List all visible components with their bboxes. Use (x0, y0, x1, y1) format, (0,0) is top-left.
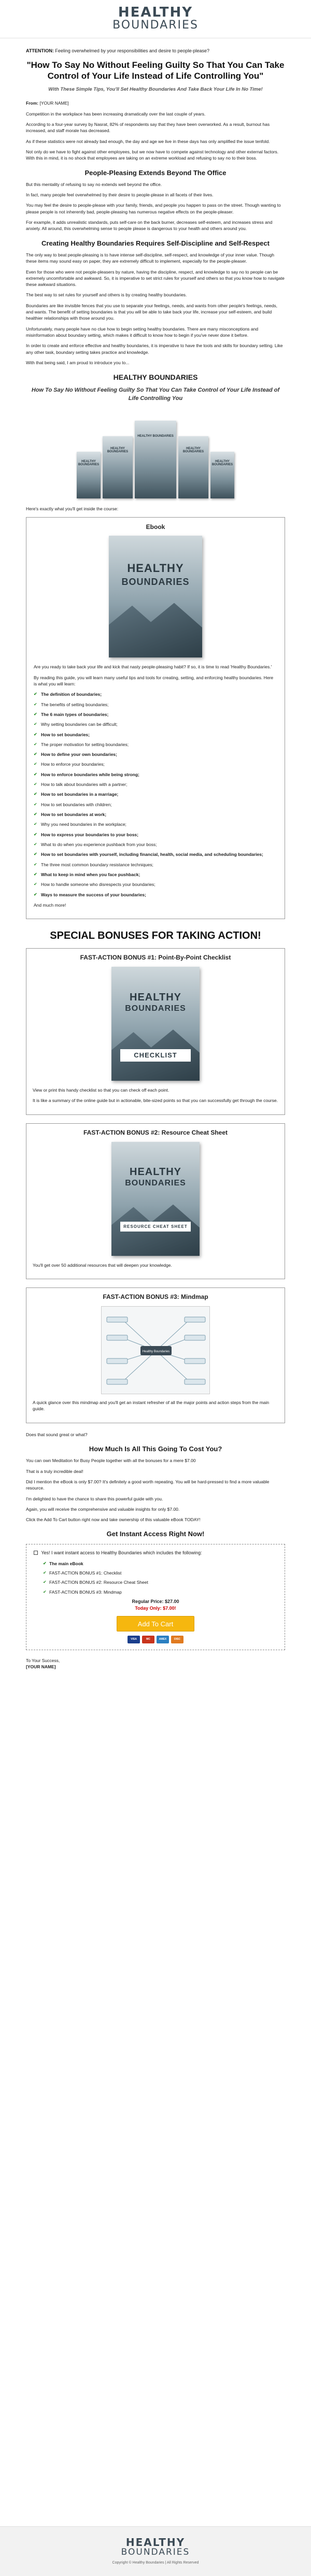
ebook-feature-item: ✔ The 6 main types of boundaries; (34, 711, 277, 718)
attention-label: ATTENTION: (26, 48, 54, 53)
ebook-feature-item: ✔ How to enforce your boundaries; (34, 761, 277, 767)
section-paragraph: The best way to set rules for yourself and others is by creating healthy boundaries. (26, 292, 187, 298)
logo-line2: BOUNDARIES (112, 19, 199, 32)
cta-title: Get Instant Access Right Now! (106, 1530, 205, 1538)
ebook-feature-item: ✔ How to set boundaries with yourself, including financial, health, social media, and scheduling boundaries; (34, 851, 277, 857)
pricing-paragraph: Again, you will receive the comprehensive and valuable insights for only $7.00. (26, 1506, 180, 1512)
order-agree-line[interactable] (34, 1550, 277, 1556)
site-header (0, 0, 311, 38)
cover-title-line1: HEALTHY (130, 991, 181, 1003)
ebook-feature-item: ✔ The definition of boundaries; (34, 691, 277, 697)
today-price: Today Only: $7.00! (135, 1606, 176, 1611)
pricing-question: Does that sound great or what? (26, 1432, 88, 1437)
bonus-1-paragraph: It is like a summary of the online guide but in actionable, bite-sized points so that you can successfully get through the course. (33, 1098, 278, 1104)
cover-title-line1: HEALTHY (130, 1166, 181, 1178)
bundle-box (210, 452, 234, 498)
mindmap-image (101, 1306, 210, 1394)
payment-cards (34, 1636, 277, 1643)
add-to-cart-button[interactable]: Add To Cart (117, 1616, 194, 1632)
from-line (26, 100, 285, 106)
bonus-1-box (26, 948, 285, 1115)
footer-logo-line1: HEALTHY (125, 2536, 186, 2549)
ebook-feature-item: ✔ The three most common boundary resistance techniques; (34, 862, 277, 868)
ebook-feature-item: ✔ Ways to measure the success of your boundaries; (34, 892, 277, 898)
bonus-3-box (26, 1287, 285, 1423)
ebook-feature-item: ✔ How to set boundaries with children; (34, 802, 277, 808)
section-paragraph: Even for those who were not people-pleasers by nature, having the discipline, respect, and knowledge to say no to people can be extremely uncomfortable and awkward. So, it is imperative to set strict rules for yourself and others so that you know how to navigate these awkward situations. (26, 269, 285, 288)
agree-text: Yes! I want instant access to Healthy Boundaries which includes the following: (41, 1550, 202, 1555)
checklist-ribbon: CHECKLIST (120, 1049, 191, 1062)
order-item: ✔ FAST-ACTION BONUS #1: Checklist (43, 1570, 277, 1576)
section-paragraph: In fact, many people feel overwhelmed by their desire to people-please in all facets of their lives. (26, 192, 214, 198)
pricing-paragraph: Did I mention the eBook is only $7.00? It's definitely a good worth repeating. You will be hard-pressed to find a more valuable resource. (26, 1479, 270, 1491)
ebook-feature-item: ✔ How to talk about boundaries with a partner; (34, 781, 277, 788)
cover-mountains (109, 603, 202, 658)
ebook-feature-item: ✔ How to enforce boundaries while being strong; (34, 771, 277, 778)
order-includes-list (43, 1561, 277, 1595)
mindmap-center-node: Healthy Boundaries (142, 1350, 170, 1354)
ebook-title: Ebook (146, 523, 165, 531)
section-paragraph: You may feel the desire to people-please with your family, friends, and people you happen to pass on the street. Though wanting to please people is not inherently bad, people-pleasing has numerous negative effects on the people-pleaser. (26, 203, 281, 214)
bundle-box (77, 452, 101, 498)
bonus-3-title: FAST-ACTION BONUS #3: Mindmap (103, 1293, 208, 1301)
bonus-1-paragraph: View or print this handy checklist so that you can check off each point. (33, 1087, 169, 1093)
section-paragraph: But this mentality of refusing to say no extends well beyond the office. (26, 181, 162, 187)
ebook-outro: And much more! (34, 902, 66, 908)
letter-paragraph: According to a four-year survey by Nasrat, 82% of respondents say that they have been overworked. As a result, burnout has increased, and staff morale has decreased. (26, 121, 270, 134)
pricing-title: How Much Is All This Going To Cost You? (89, 1445, 222, 1453)
bonuses-heading: SPECIAL BONUSES FOR TAKING ACTION! (50, 930, 261, 942)
ebook-box (26, 517, 285, 919)
signoff-line1: To Your Success, (26, 1658, 60, 1664)
ebook-feature-item: ✔ How to express your boundaries to your boss; (34, 832, 277, 838)
bonus-2-paragraph: You'll get over 50 additional resources that will deepen your knowledge. (33, 1262, 172, 1268)
visa-card-icon: VISA (128, 1636, 140, 1643)
discover-card-icon: DISC (171, 1636, 183, 1643)
letter-paragraph: Not only do we have to fight against other employees, but we now have to compete against technology and other external factors. With this in mind, it is no shock that employees are taking on an extreme workload and refusing to say no to their boss. (26, 149, 279, 161)
cover-title-line2: BOUNDARIES (125, 1004, 186, 1013)
section-title: Creating Healthy Boundaries Requires Self-Discipline and Self-Respect (41, 239, 270, 247)
order-box (26, 1544, 285, 1650)
letter-paragraph: Competition in the workplace has been increasing dramatically over the last couple of years. (26, 111, 206, 117)
bundle-box-label: HEALTHY BOUNDARIES (107, 447, 129, 454)
section-paragraph: With that being said, I am proud to introduce you to... (26, 360, 130, 365)
ebook-feature-item: ✔ How to handle someone who disrespects your boundaries; (34, 881, 277, 888)
ebook-cover (109, 536, 202, 657)
copyright: Copyright © Healthy Boundaries | All Rights Reserved (112, 2560, 199, 2565)
bundle-box-label: HEALTHY BOUNDARIES (78, 460, 100, 466)
section-title: People-Pleasing Extends Beyond The Office (84, 168, 227, 177)
cover-title-line1: HEALTHY (127, 562, 184, 575)
bundle-box (178, 436, 208, 498)
ebook-feature-item: ✔ What to do when you experience pushback from your boss; (34, 841, 277, 848)
bundle-box-label: HEALTHY BOUNDARIES (182, 447, 204, 454)
section-paragraph: For example, it adds unrealistic standards, puts self-care on the back burner, decreases self-esteem, and increases stress and anxiety. All around, this overwhelming sense to people please is dangerous to your health and others around you. (26, 220, 273, 232)
bundle-box (135, 421, 176, 498)
attention-text: Feeling overwhelmed by your responsibilities and desire to people-please? (55, 48, 210, 53)
cheatsheet-ribbon: RESOURCE CHEAT SHEET (120, 1222, 191, 1232)
signoff (26, 1657, 285, 1670)
main-content (26, 38, 285, 1670)
product-tagline: How To Say No Without Feeling Guilty So That You Can Take Control of Your Life Instead of Life Controlling You (31, 387, 280, 402)
pricing-paragraph: I'm delighted to have the chance to share this powerful guide with you. (26, 1496, 163, 1501)
ebook-feature-item: ✔ The proper motivation for setting boundaries; (34, 741, 277, 748)
ebook-feature-item: ✔ How to set boundaries in a marriage; (34, 791, 277, 797)
section-paragraph: Boundaries are like invisible fences that you use to separate your feelings, needs, and wants from other people's feelings, needs, and wants. The benefit of setting boundaries is that you will be able to take back your life, increase your self-esteem, and build healthier relationships with those around you. (26, 303, 277, 321)
bundle-box (103, 436, 133, 498)
order-item: ✔ The main eBook (43, 1561, 277, 1567)
ebook-feature-item: ✔ How to define your own boundaries; (34, 751, 277, 757)
footer-logo-line2: BOUNDARIES (121, 2547, 190, 2558)
agree-checkbox[interactable] (34, 1551, 38, 1555)
bonus-2-title: FAST-ACTION BONUS #2: Resource Cheat Sheet (83, 1128, 228, 1136)
cover-title-line2: BOUNDARIES (125, 1179, 186, 1188)
cheatsheet-cover (111, 1142, 200, 1256)
letter-paragraph: As if these statistics were not already bad enough, the day and age we live in these days has only amplified the issue tenfold. (26, 138, 270, 144)
pricing-paragraph: Click the Add To Cart button right now and take ownership of this valuable eBook TODAY! (26, 1517, 201, 1523)
checklist-cover (111, 967, 200, 1081)
ebook-feature-item: ✔ What to keep in mind when you face pushback; (34, 871, 277, 878)
ebook-feature-item: ✔ The benefits of setting boundaries; (34, 702, 277, 708)
logo-line1: HEALTHY (118, 5, 193, 21)
signoff-name: [YOUR NAME] (26, 1664, 56, 1670)
product-name: HEALTHY BOUNDARIES (113, 373, 198, 382)
ebook-paragraph: Are you ready to take back your life and kick that nasty people-pleasing habit? If so, it is time to read 'Healthy Boundaries.' (34, 664, 272, 670)
course-intro: Here's exactly what you'll get inside the course: (26, 506, 119, 511)
main-headline: "How To Say No Without Feeling Guilty So That You Can Take Control of Your Life Instead of Life Controlling You" (26, 60, 285, 81)
site-footer (0, 2526, 311, 2576)
section-paragraph: Unfortunately, many people have no clue how to begin setting healthy boundaries. There are many misconceptions and misinformation about boundary setting, which makes it difficult to know how to begin if you've never done it before. (26, 326, 259, 338)
cover-title-line2: BOUNDARIES (121, 577, 190, 588)
subheadline: With These Simple Tips, You'll Set Healthy Boundaries And Take Back Your Life In No Time! (48, 86, 263, 92)
mindmap-graphic (102, 1307, 210, 1395)
product-bundle-image (26, 410, 285, 498)
pricing-paragraph: That is a truly incredible deal! (26, 1468, 83, 1474)
bonus-1-title: FAST-ACTION BONUS #1: Point-By-Point Checklist (80, 954, 231, 962)
ebook-feature-item: ✔ How to set boundaries; (34, 732, 277, 738)
order-item: ✔ FAST-ACTION BONUS #2: Resource Cheat Sheet (43, 1579, 277, 1585)
ebook-feature-list (34, 691, 277, 898)
amex-card-icon: AMEX (157, 1636, 169, 1643)
regular-price: Regular Price: $27.00 (132, 1599, 179, 1604)
pricing-paragraph: You can own Meditation for Busy People together with all the bonuses for a mere $7.00 (26, 1458, 196, 1464)
ebook-feature-item: ✔ Why setting boundaries can be difficult; (34, 721, 277, 727)
bonus-3-paragraph: A quick glance over this mindmap and you'll get an instant refresher of all the major points and action steps from the main guide. (33, 1400, 270, 1412)
section-paragraph: The only way to beat people-pleasing is to have intense self-discipline, self-respect, and knowledge of your inner value. Though these items may sound easy on paper, they are extremely difficult to implement, especially for the people-pleaser. (26, 252, 274, 264)
mastercard-icon: MC (142, 1636, 154, 1643)
ebook-paragraph: By reading this guide, you will learn many useful tips and tools for creating, setting, and enforcing healthy boundaries. Here is what you will learn: (34, 675, 274, 686)
ebook-feature-item: ✔ How to set boundaries at work; (34, 811, 277, 818)
from-label: From: (26, 101, 39, 106)
bundle-box-label: HEALTHY BOUNDARIES (137, 434, 174, 438)
from-name: [YOUR NAME] (39, 101, 69, 106)
order-item: ✔ FAST-ACTION BONUS #3: Mindmap (43, 1589, 277, 1595)
bundle-box-label: HEALTHY BOUNDARIES (211, 460, 233, 466)
bonus-2-box (26, 1123, 285, 1279)
ebook-feature-item: ✔ Why you need boundaries in the workplace; (34, 821, 277, 827)
section-paragraph: In order to create and enforce effective and healthy boundaries, it is imperative to have the tools and skills for boundary setting. Like any other task, boundary setting takes practice and knowledge. (26, 343, 283, 355)
attention-line (26, 48, 285, 54)
